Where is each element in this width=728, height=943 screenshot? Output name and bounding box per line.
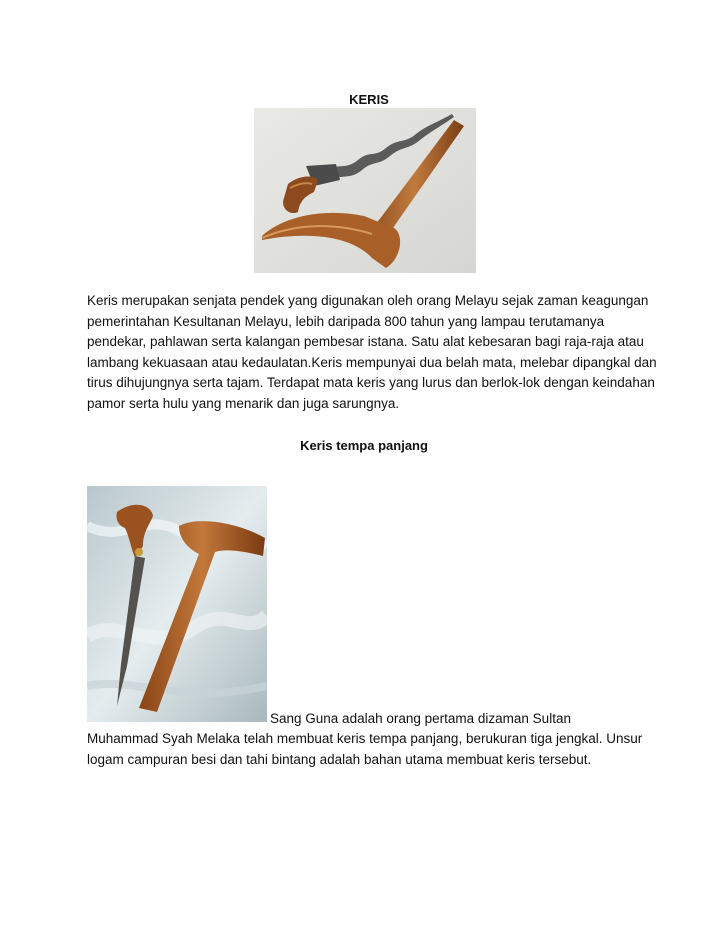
intro-paragraph: Keris merupakan senjata pendek yang digunakan oleh orang Melayu sejak zaman keagungan pemerintahan Kesultanan Melayu, lebih daripada 800 tahun yang lampau terutamanya pendekar, pahlawan serta kalangan pembesar istana. Satu alat kebesaran bagi raja-raja atau lambang kekuasaan atau kedaulatan.Keris mempunyai dua belah mata, melebar dipangkal dan tirus dihujungnya serta tajam. Terdapat mata keris yang lurus dan berlok-lok dengan keindahan pamor serta hulu yang menarik dan juga sarungnya. bbox=[87, 293, 657, 411]
keris-photo-2 bbox=[87, 486, 267, 722]
keris-photo-1 bbox=[254, 108, 476, 273]
paragraph2-body: Muhammad Syah Melaka telah membuat keris tempa panjang, berukuran tiga jengkal. Unsur logam campuran besi dan tahi bintang adalah bahan utama membuat keris tersebut. bbox=[87, 731, 643, 767]
section-subtitle: Keris tempa panjang bbox=[300, 438, 428, 453]
page-title: KERIS bbox=[349, 92, 389, 107]
paragraph2-first-line: Sang Guna adalah orang pertama dizaman Sultan bbox=[270, 711, 571, 726]
